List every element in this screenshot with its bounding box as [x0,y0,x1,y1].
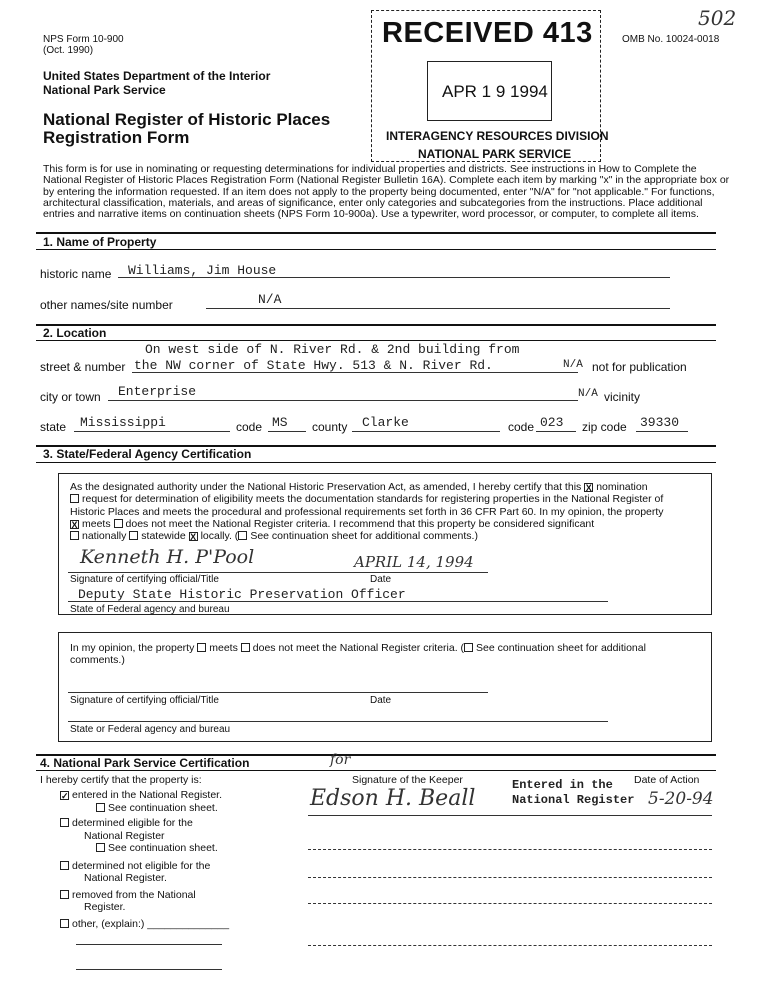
keeper-signature: Edson H. Beall [310,786,476,811]
other-names-label: other names/site number [40,298,173,312]
department: United States Department of the Interior [43,69,271,83]
section-2-heading: 2. Location [43,326,107,340]
not-for-publication-mark: N/A [563,359,583,371]
county-label: county [312,420,348,434]
city-label: city or town [40,390,101,404]
agency-value: Deputy State Historic Preservation Officer [78,587,406,602]
form-date: (Oct. 1990) [43,45,94,56]
section-3-heading: 3. State/Federal Agency Certification [43,447,252,461]
state-value: Mississippi [80,415,166,430]
certification-text: As the designated authority under the National Historic Preservation Act, as amended, I hereby certify that this X nomination request for determination of eligibility meets the documentation standards for registering properties in the National Register of Historic Places and meets the procedural and professional requirements set forth in 36 CFR Part 60. In my opinion, the property X meets does not meet the National Register criteria. I recommend that this property be considered significant nationally statewide X locally. ( See continuation sheet for additional comments.) [70,481,664,543]
form-number: NPS Form 10-900 [43,34,124,45]
agency2-label: State or Federal agency and bureau [70,724,231,735]
vicinity-label: vicinity [604,390,641,404]
date2-label: Date [370,695,392,706]
date-label: Date [370,574,392,585]
stamp-division: INTERAGENCY RESOURCES DIVISION [386,129,609,143]
other-names-value: N/A [258,292,282,307]
stamp-date: APR 1 9 1994 [442,82,548,101]
zip-value: 39330 [640,415,680,430]
omb-number: OMB No. 10024-0018 [622,34,720,45]
entered-stamp-2: National Register [512,793,635,807]
form-title-1: National Register of Historic Places [43,110,331,129]
county-value: Clarke [362,415,409,430]
certify-label: I hereby certify that the property is: [40,774,202,786]
keeper-options: ✓ entered in the National Register. See continuation sheet. determined eligible for the National Register See continuation sheet. determined not eligible for the National Register. removed from the National Register. other, (explain:) ______________ [61,789,230,930]
code2-value: 023 [540,415,564,430]
section-4-heading: 4. National Park Service Certification [40,756,250,770]
code-label: code [236,420,263,434]
code2-label: code [508,420,535,434]
code-value: MS [272,415,288,430]
street-value-1: On west side of N. River Rd. & 2nd building from [145,342,520,357]
action-date: 5-20-94 [648,789,714,809]
certifying-signature: Kenneth H. P'Pool [80,546,255,568]
signature2-label: Signature of certifying official/Title [70,695,219,706]
street-value-2: the NW corner of State Hwy. 513 & N. River Rd. [134,358,493,373]
not-for-publication-label: not for publication [592,360,687,374]
date-of-action-label: Date of Action [634,774,700,786]
historic-name-value: Williams, Jim House [128,263,277,278]
signature-label: Signature of certifying official/Title [70,574,219,585]
keeper-label: Signature of the Keeper [352,774,463,786]
opinion-text: In my opinion, the property meets does not meet the National Register criteria. ( See continuation sheet for additional comments.) [70,642,646,667]
handwritten-number: 502 [698,6,737,30]
stamp-service: NATIONAL PARK SERVICE [418,147,572,161]
form-title-2: Registration Form [43,128,190,147]
service: National Park Service [43,83,166,97]
received-stamp [371,10,609,162]
street-label: street & number [40,360,126,374]
state-label: state [40,420,67,434]
entered-stamp-1: Entered in the [512,778,613,792]
stamp-date-box [427,61,552,121]
vicinity-mark: N/A [578,388,598,400]
received-label: RECEIVED 413 [382,17,593,49]
for-note: for [330,752,351,768]
zip-label: zip code [582,420,627,434]
section-1-heading: 1. Name of Property [43,235,157,249]
city-value: Enterprise [118,384,197,399]
historic-name-label: historic name [40,267,112,281]
agency-label: State of Federal agency and bureau [70,604,230,615]
intro-text: This form is for use in nominating or requesting determinations for individual properties and districts. See instructions in How to Complete the National Register of Historic Places Registration Form (National Register Bulletin 16A). Complete each item by marking "x" in the appropriate box or by entering the information requested. If an item does not apply to the property being documented, enter "N/A" for "not applicable." For functions, architectural classification, materials, and areas of significance, enter only categories and subcategories from the instructions. Place additional entries and narrative items on continuation sheets (NPS Form 10-900a). Use a typewriter, word processor, or computer, to complete all items. [43,163,730,221]
certification-date-value: APRIL 14, 1994 [354,553,474,571]
